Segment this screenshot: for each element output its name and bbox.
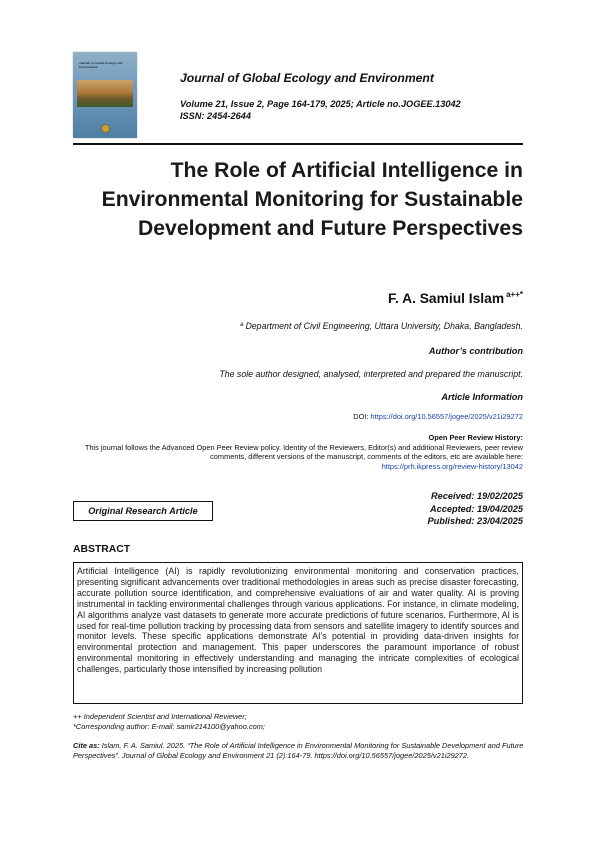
citation-text: Islam, F. A. Samiul. 2025. “The Role of Artificial Intelligence in Environmental Monitoring for Sustainable Development and Future Perspectives”. Journal of Global Ecology and Environment 21 (2):164-79. https://doi.org/10.56557/jogee/2025/v21i29272. [73,741,524,760]
received-date: Received: 19/02/2025 [431,491,523,501]
footnote-corresponding: *Corresponding author: E-mail: samir214100@yahoo.com; [73,722,265,731]
footnote-independent: ++ Independent Scientist and International Reviewer; [73,712,247,721]
abstract-text: Artificial Intelligence (AI) is rapidly revolutionizing environmental monitoring and conservation practices, presenting significant advancements over traditional methodologies in areas such as precise disaster forecasting, accurate pollution source identification, and comprehensive evaluations of air and water quality. AI is proving instrumental in tackling environmental challenges through various applications. For instance, in climate modeling, AI algorithms analyze vast datasets to generate more accurate predictions of future scenarios. Furthermore, AI is used for real-time pollution tracking by processing data from sensors and satellite imagery to identify sources and monitor levels. These specific applications demonstrate AI's potential in providing data-driven insights for environmental protection and management. This paper underscores the paramount importance of robust environmental monitoring in effectively understanding and managing the intricate complexities of ecological challenges, particularly those intensified by increasing pollution [77,566,519,675]
citation [73,741,528,761]
article-title: The Role of Artificial Intelligence in Environmental Monitoring for Sustainable Development and Future Perspectives [101,159,523,240]
affiliation-text: Department of Civil Engineering, Uttara University, Dhaka, Bangladesh. [245,321,523,331]
open-peer-review-description: This journal follows the Advanced Open Peer Review policy. Identity of the Reviewers, Editor(s) and additional Reviewers, peer review comments, different versions of the manuscript, comments of the editors, etc are available here: [84,443,523,462]
header-divider [73,143,523,145]
issn-line: ISSN: 2454-2644 [180,111,251,121]
cover-landscape-image [77,80,133,107]
affiliation-mark: a [240,322,244,328]
doi-line [353,412,523,421]
doi-link[interactable]: https://doi.org/10.56557/jogee/2025/v21i29272 [370,412,523,421]
publication-dates [428,490,524,528]
authors-contribution-text: The sole author designed, analysed, interpreted and prepared the manuscript. [219,369,523,379]
journal-name: Journal of Global Ecology and Environment [180,71,434,85]
open-peer-review-heading: Open Peer Review History: [428,433,523,442]
volume-issue-line: Volume 21, Issue 2, Page 164-179, 2025; Article no.JOGEE.13042 [180,99,461,109]
doi-label: DOI: [353,412,371,421]
abstract-box [73,562,523,703]
cover-seal-icon [101,124,110,133]
author-superscript: a++* [506,290,523,299]
affiliation [240,321,523,331]
accepted-date: Accepted: 19/04/2025 [430,503,523,514]
open-peer-review-text [53,443,523,471]
citation-label: Cite as: [73,741,100,750]
author-line [388,290,523,306]
article-type-box: Original Research Article [73,501,213,521]
cover-title: Journal of Global Ecology and Environment [79,61,123,69]
journal-cover-thumbnail [73,52,137,138]
authors-contribution-heading: Author’s contribution [428,346,523,356]
abstract-heading: ABSTRACT [73,544,131,555]
footnote-divider [73,703,523,704]
review-history-link[interactable]: https://prh.ikpress.org/review-history/13042 [381,461,523,471]
article-information-heading: Article Information [441,392,523,402]
published-date: Published: 23/04/2025 [427,516,523,526]
author-name: F. A. Samiul Islam [388,291,505,306]
